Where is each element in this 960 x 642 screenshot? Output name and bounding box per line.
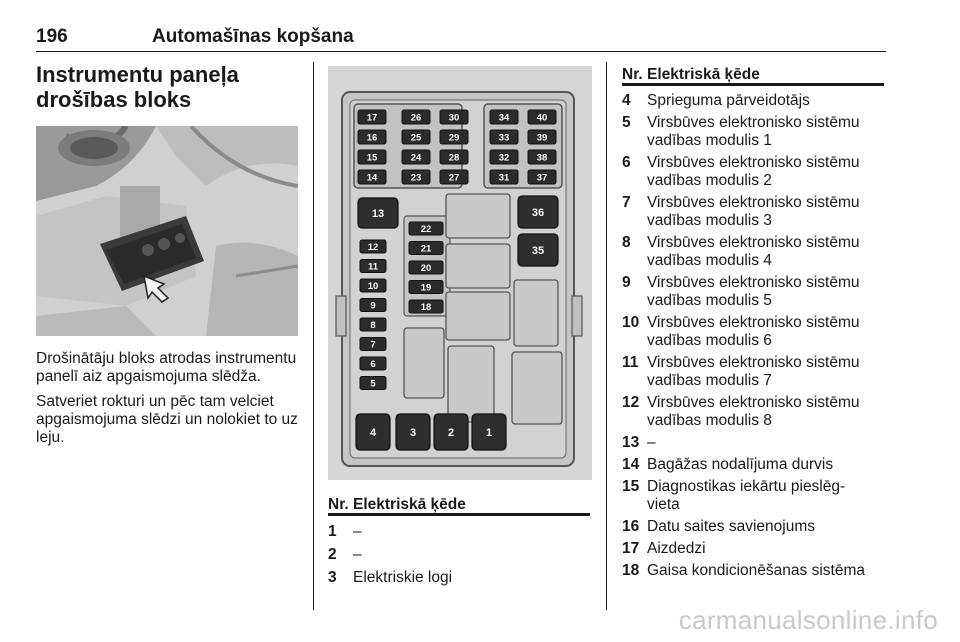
header-desc: Elektriskā ķēde [353,496,466,513]
fuse-38 [528,150,556,164]
fuse-number: 9 [622,274,631,291]
fuse-22 [409,222,443,235]
fuse-number: 15 [622,478,640,495]
section-title [36,62,298,112]
table-row [328,569,590,587]
fuse-circuit: Sprieguma pārveidotājs [647,92,810,109]
fuse-label: 17 [366,112,378,124]
fuse-label: 20 [420,263,432,274]
fuse-label: 14 [366,172,378,184]
fuse-6 [360,357,386,370]
fuse-label: 29 [448,132,460,144]
fuse-11 [360,260,386,273]
fuse-table-1 [328,496,590,587]
fuse-label: 32 [498,152,510,164]
fuse-number: 18 [622,562,640,579]
left-column [36,62,298,447]
table-row [622,434,884,452]
header-nr: Nr. [622,66,643,83]
fuse-circuit: Virsbūves elektronisko sistēmu vadības modulis 2 [647,154,860,189]
fuse-32 [490,150,518,164]
table-row [622,518,884,536]
fuse-circuit: Aizdedzi [647,540,706,557]
fuse-label: 38 [536,152,548,164]
fuse-number: 10 [622,314,640,331]
fuse-box-diagram [328,66,592,480]
fuse-14 [358,170,386,184]
relay [514,280,558,346]
fuse-circuit: Diagnostikas iekārtu pieslēg- vieta [647,478,846,513]
fuse-number: 4 [622,92,631,109]
table-row [622,314,884,350]
fuse-label: 24 [410,152,422,164]
fuse-circuit: – [353,546,362,563]
fuse-label: 34 [498,112,510,124]
fuse-24 [402,150,430,164]
fuse-label: 8 [370,320,376,331]
fuse-label: 9 [370,300,376,312]
chapter-title: Automašīnas kopšana [152,26,354,47]
fuse-27 [440,170,468,184]
fuse-29 [440,130,468,144]
fuse-circuit: – [353,523,362,540]
fuse-39 [528,130,556,144]
fuse-circuit: Virsbūves elektronisko sistēmu vadības modulis 6 [647,314,860,349]
fuse-13 [358,198,398,228]
fuse-label: 39 [536,132,548,144]
page-number: 196 [36,26,68,47]
table-row [622,456,884,474]
fuse-7 [360,338,386,351]
fuse-label: 37 [536,172,548,184]
fuse-circuit: Virsbūves elektronisko sistēmu vadības modulis 3 [647,194,860,229]
fuse-number: 3 [328,569,337,586]
fuse-label: 2 [447,427,455,439]
fuse-circuit: Gaisa kondicionēšanas sistēma [647,562,865,579]
page-header [36,26,886,52]
column-divider [606,62,607,610]
table-row [622,92,884,110]
table-row [622,234,884,270]
fuse-box-svg [328,66,592,480]
fuse-number: 5 [622,114,631,131]
fuse-40 [528,110,556,124]
fuse-1 [472,414,506,450]
table-row [622,354,884,390]
fuse-circuit: Virsbūves elektronisko sistēmu vadības modulis 8 [647,394,860,429]
relay [446,194,510,238]
fuse-25 [402,130,430,144]
fuse-label: 35 [531,245,545,257]
table-row [622,540,884,558]
fuse-label: 31 [498,172,510,184]
column-divider [313,62,314,610]
fuse-label: 15 [366,152,378,164]
paragraph-location: Drošinātāju bloks atrodas instrumentu panelī aiz apgaismojuma slēdža. [36,350,297,385]
table-row [622,274,884,310]
fuse-number: 13 [622,434,640,451]
table-row [622,394,884,430]
fuse-number: 17 [622,540,640,557]
header-nr: Nr. [328,496,349,513]
fuse-circuit: – [647,434,656,451]
fuse-number: 12 [622,394,640,411]
fuse-number: 14 [622,456,640,473]
fuse-5 [360,377,386,390]
table-row [622,562,884,580]
fuse-label: 10 [367,281,379,292]
relay [512,352,562,424]
fuse-16 [358,130,386,144]
fuse-number: 16 [622,518,640,535]
fuse-label: 30 [448,112,460,124]
fuse-30 [440,110,468,124]
header-desc: Elektriskā ķēde [647,66,760,83]
table-header [328,496,590,516]
fuse-number: 8 [622,234,631,251]
fuse-28 [440,150,468,164]
fuse-12 [360,240,386,253]
fuse-label: 25 [410,132,422,144]
fuse-circuit: Virsbūves elektronisko sistēmu vadības modulis 4 [647,234,860,269]
fuse-number: 1 [328,523,337,540]
relay [448,346,494,422]
fuse-box-location-photo [36,126,298,336]
fuse-label: 16 [366,132,378,144]
fuse-19 [409,281,443,294]
housing-clip [336,296,346,336]
fuse-33 [490,130,518,144]
fuse-number: 11 [622,354,639,371]
fuse-label: 26 [410,112,422,124]
fuse-36 [518,196,558,228]
table-row [328,523,590,541]
fuse-label: 40 [536,112,548,124]
fuse-4 [356,414,390,450]
table-row [622,478,884,514]
fuse-3 [396,414,430,450]
relay [446,244,510,288]
fuse-31 [490,170,518,184]
fuse-table-2 [622,66,884,580]
fuse-20 [409,261,443,274]
watermark: carmanualsonline.info [678,605,938,635]
fuse-circuit: Elektriskie logi [353,569,453,586]
fuse-label: 22 [420,224,432,235]
fuse-label: 1 [485,427,493,439]
fuse-label: 36 [531,207,545,219]
table-row [622,114,884,150]
fuse-circuit: Virsbūves elektronisko sistēmu vadības modulis 5 [647,274,860,309]
fuse-26 [402,110,430,124]
fuse-label: 3 [409,427,417,439]
fuse-number: 6 [622,154,631,171]
fuse-circuit: Virsbūves elektronisko sistēmu vadības modulis 7 [647,354,860,389]
fuse-label: 12 [367,242,379,253]
section-title-line1: Instrumentu paneļa [36,62,239,87]
fuse-17 [358,110,386,124]
table-row [622,194,884,230]
fuse-37 [528,170,556,184]
housing-clip [572,296,582,336]
fuse-circuit: Bagāžas nodalījuma durvis [647,456,834,473]
table-row [622,154,884,190]
relay [404,328,444,398]
fuse-label: 13 [371,208,385,220]
table-header [622,66,884,86]
fuse-circuit: Virsbūves elektronisko sistēmu vadības modulis 1 [647,114,860,149]
fuse-label: 18 [420,302,432,313]
fuse-23 [402,170,430,184]
fuse-number: 2 [328,546,337,563]
paragraph-instructions: Satveriet rokturi un pēc tam velciet apgaismojuma slēdzi un nolokiet to uz leju. [36,393,298,446]
fuse-label: 4 [369,427,377,439]
fuse-21 [409,242,443,255]
fuse-15 [358,150,386,164]
relay [446,292,510,340]
fuse-label: 5 [370,378,376,390]
fuse-label: 28 [448,152,460,164]
fuse-label: 33 [498,132,510,144]
fuse-35 [518,234,558,266]
fuse-label: 19 [420,282,432,294]
fuse-label: 21 [420,243,432,255]
fuse-label: 11 [367,261,379,273]
photo-illustration [36,126,298,336]
fuse-34 [490,110,518,124]
fuse-18 [409,300,443,313]
section-title-line2: drošības bloks [36,87,192,112]
fuse-label: 27 [448,172,460,184]
fuse-9 [360,299,386,312]
fuse-label: 7 [370,339,376,351]
table-row [328,546,590,564]
fuse-2 [434,414,468,450]
fuse-label: 6 [370,359,376,370]
fuse-circuit: Datu saites savienojums [647,518,815,535]
fuse-8 [360,318,386,331]
fuse-10 [360,279,386,292]
fuse-number: 7 [622,194,631,211]
fuse-label: 23 [410,172,422,184]
